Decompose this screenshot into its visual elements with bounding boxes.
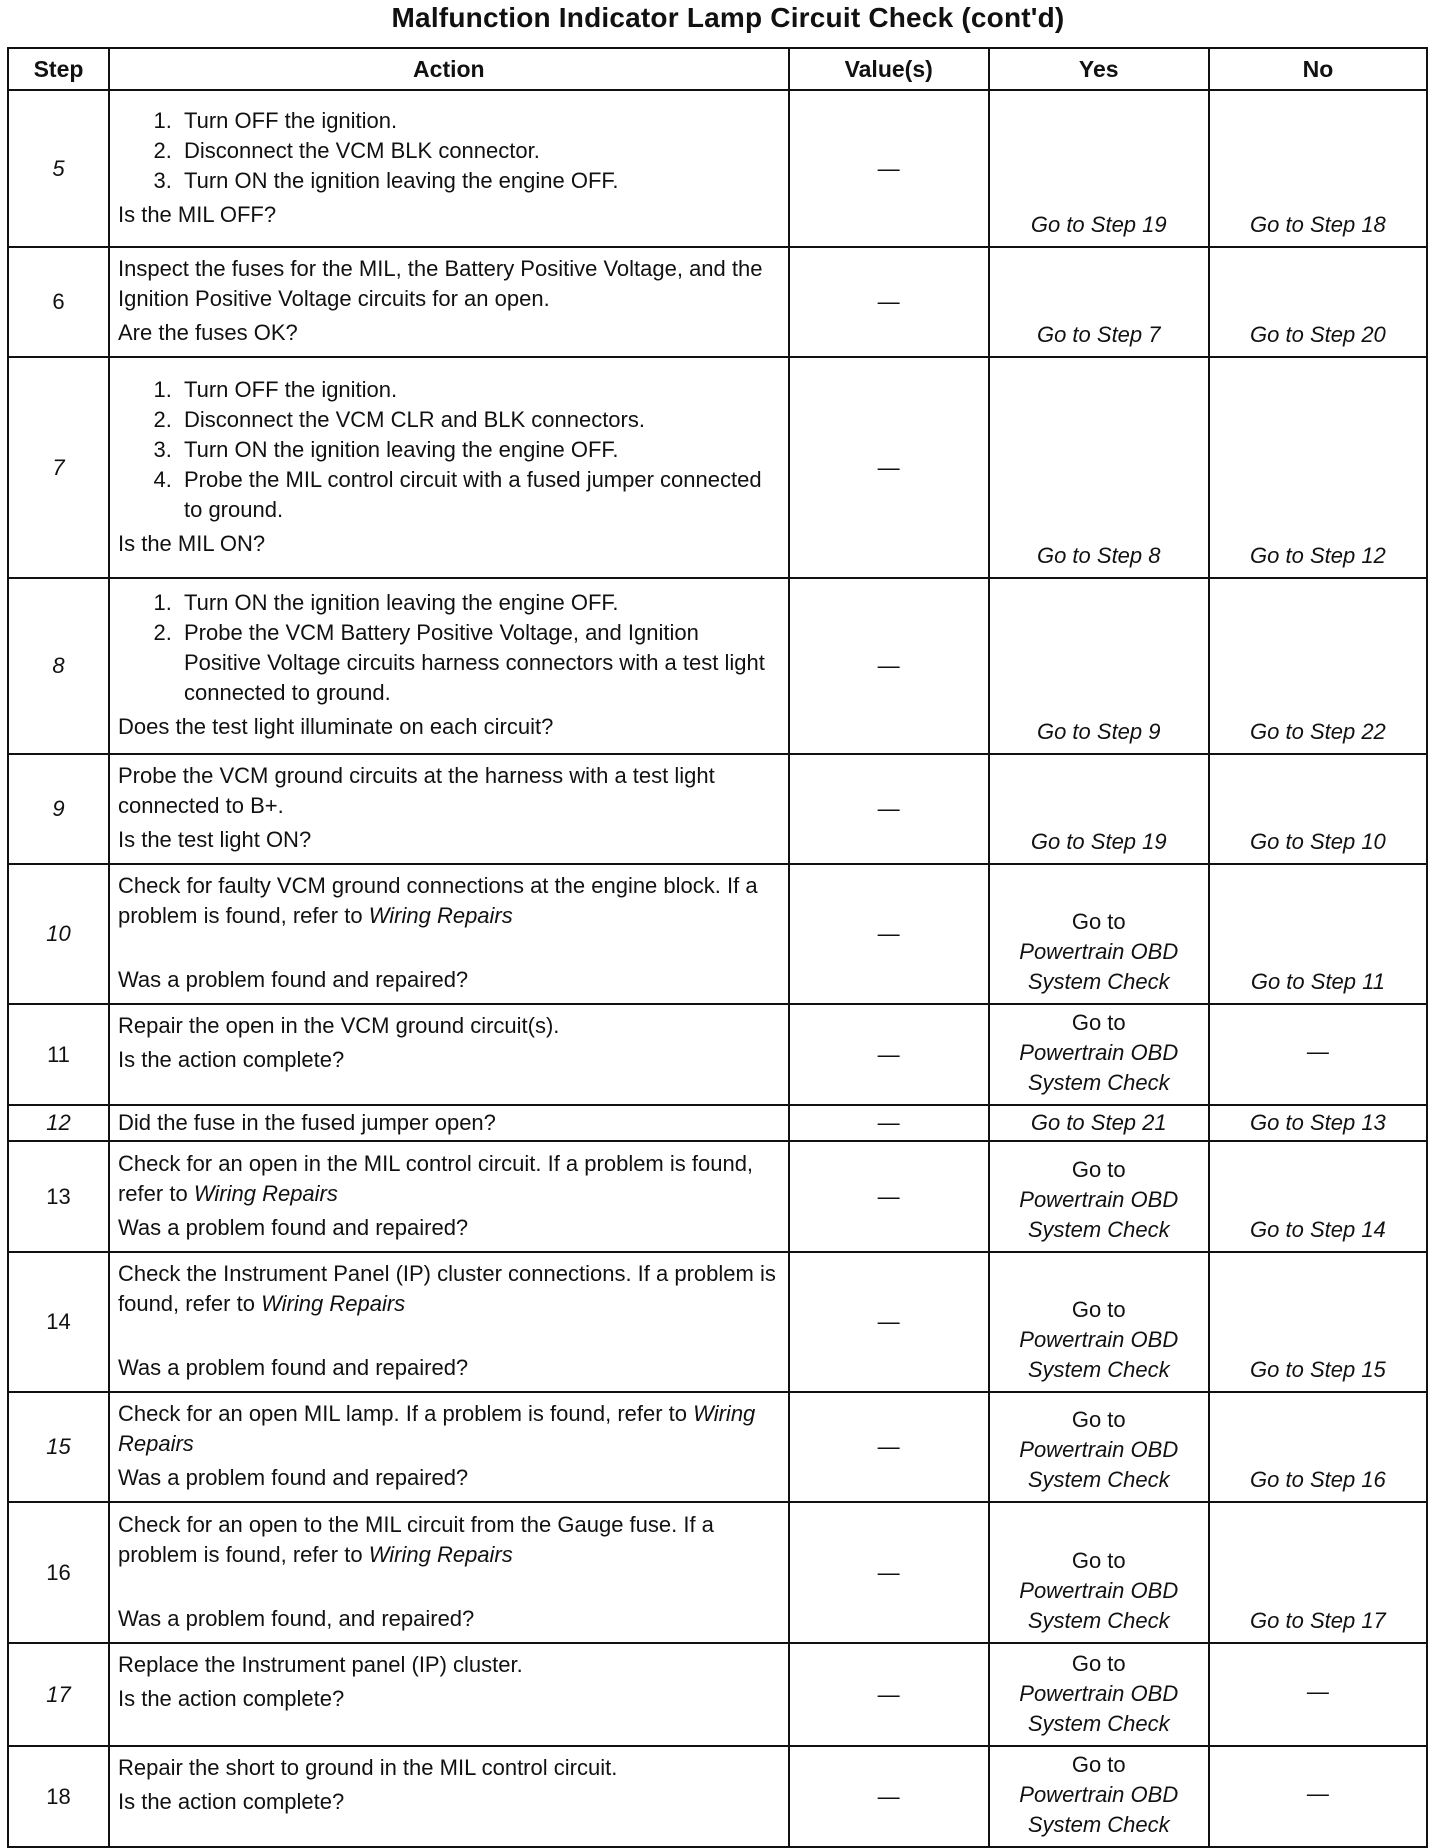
no-cell: — (1209, 1746, 1427, 1847)
goto-line: Go to (1071, 1752, 1126, 1777)
no-cell: — (1209, 1643, 1427, 1746)
table-row (8, 864, 1427, 1004)
goto-line: Go to (1071, 1407, 1126, 1432)
action-cell (109, 247, 789, 357)
step-number: 10 (8, 864, 109, 1004)
action-cell (109, 578, 789, 754)
value-cell: — (789, 1004, 989, 1105)
value-cell: — (789, 1392, 989, 1502)
value-cell: — (789, 1643, 989, 1746)
value-cell: — (789, 1502, 989, 1643)
table-row (8, 1004, 1427, 1105)
table-row (8, 1141, 1427, 1252)
action-text: Check for an open MIL lamp. If a problem is found, refer to (117, 1401, 688, 1426)
table-row (8, 1392, 1427, 1502)
goto-line: Powertrain OBD (1019, 1578, 1179, 1603)
no-cell: Go to Step 17 (1209, 1502, 1427, 1643)
action-cell (109, 864, 789, 1004)
no-cell: Go to Step 11 (1209, 864, 1427, 1004)
step-number: 12 (8, 1105, 109, 1141)
action-cell (109, 1004, 789, 1105)
yes-cell (989, 1392, 1209, 1502)
no-cell: Go to Step 15 (1209, 1252, 1427, 1392)
step-number: 5 (8, 90, 109, 247)
goto-line: System Check (1027, 1711, 1170, 1736)
action-text: Check for faulty VCM ground connections at the engine block. If a problem is found, refer to (117, 873, 758, 928)
goto-line: Powertrain OBD (1019, 1437, 1179, 1462)
value-cell: — (789, 1252, 989, 1392)
table-row (8, 1105, 1427, 1141)
goto-line: System Check (1027, 1217, 1170, 1242)
action-item: 2. Disconnect the VCM BLK connector. (178, 136, 780, 166)
value-cell: — (789, 247, 989, 357)
no-cell: Go to Step 13 (1209, 1105, 1427, 1141)
action-question: Is the action complete? (117, 1047, 345, 1072)
action-question: Was a problem found, and repaired? (117, 1605, 475, 1631)
action-question: Was a problem found and repaired? (117, 1355, 469, 1380)
yes-cell (989, 1643, 1209, 1746)
goto-line: System Check (1027, 1070, 1170, 1095)
yes-cell: Go to Step 9 (989, 578, 1209, 754)
goto-line: Go to (1071, 1651, 1126, 1676)
action-question: Did the fuse in the fused jumper open? (117, 1110, 496, 1135)
wiring-repairs-ref: Wiring Repairs (261, 1291, 406, 1316)
yes-cell (989, 1252, 1209, 1392)
wiring-repairs-ref: Wiring Repairs (193, 1180, 338, 1206)
step-number: 16 (8, 1502, 109, 1643)
value-cell: — (789, 90, 989, 247)
no-cell: Go to Step 12 (1209, 357, 1427, 578)
header-action: Action (109, 48, 789, 90)
wiring-repairs-ref: Wiring Repairs (117, 1401, 756, 1456)
action-question: Was a problem found and repaired? (117, 1465, 469, 1490)
yes-cell (989, 864, 1209, 1004)
step-number: 14 (8, 1252, 109, 1392)
goto-line: Powertrain OBD (1019, 1327, 1179, 1352)
header-yes: Yes (989, 48, 1209, 90)
action-cell (109, 1392, 789, 1502)
action-cell (109, 1105, 789, 1141)
step-number: 9 (8, 754, 109, 864)
action-cell (109, 357, 789, 578)
no-cell: Go to Step 18 (1209, 90, 1427, 247)
yes-cell: Go to Step 8 (989, 357, 1209, 578)
wiring-repairs-ref: Wiring Repairs (368, 1541, 513, 1567)
action-item: 2. Disconnect the VCM CLR and BLK connectors. (178, 405, 780, 435)
table-row (8, 1252, 1427, 1392)
header-row (8, 48, 1427, 90)
yes-cell: Go to Step 19 (989, 754, 1209, 864)
action-question: Was a problem found and repaired? (117, 1214, 469, 1240)
step-number: 7 (8, 357, 109, 578)
page-title: Malfunction Indicator Lamp Circuit Check (cont'd) (391, 2, 1065, 33)
step-number: 17 (8, 1643, 109, 1746)
action-question: Is the MIL ON? (117, 530, 266, 556)
goto-line: Powertrain OBD (1019, 1782, 1179, 1807)
action-item: 4. Probe the MIL control circuit with a fused jumper connected to ground. (178, 465, 780, 525)
goto-line: Powertrain OBD (1019, 1040, 1179, 1065)
table-row (8, 90, 1427, 247)
action-text: Repair the short to ground in the MIL control circuit. (117, 1755, 618, 1780)
action-text: Check for an open in the MIL control circuit. If a problem is found, refer to (117, 1150, 754, 1206)
action-cell (109, 1746, 789, 1847)
yes-cell (989, 1746, 1209, 1847)
value-cell: — (789, 578, 989, 754)
goto-line: Go to (1071, 1010, 1126, 1035)
step-number: 6 (8, 247, 109, 357)
action-question: Was a problem found and repaired? (117, 967, 469, 992)
goto-line: Go to (1071, 1297, 1126, 1322)
table-row (8, 1502, 1427, 1643)
goto-line: Go to (1071, 909, 1126, 934)
action-question: Is the action complete? (117, 1686, 345, 1711)
header-step: Step (8, 48, 109, 90)
action-question: Is the MIL OFF? (117, 201, 277, 227)
goto-line: Go to (1071, 1548, 1126, 1573)
header-no: No (1209, 48, 1427, 90)
action-item: 1. Turn ON the ignition leaving the engine OFF. (178, 588, 780, 618)
no-cell: Go to Step 20 (1209, 247, 1427, 357)
action-cell (109, 90, 789, 247)
action-text: Replace the Instrument panel (IP) cluster. (117, 1652, 523, 1677)
action-text: Check for an open to the MIL circuit from the Gauge fuse. If a problem is found, refer to (117, 1511, 714, 1567)
yes-cell (989, 1141, 1209, 1252)
yes-cell: Go to Step 19 (989, 90, 1209, 247)
table-row (8, 1643, 1427, 1746)
action-item: 1. Turn OFF the ignition. (178, 375, 780, 405)
goto-line: System Check (1027, 1357, 1170, 1382)
step-number: 8 (8, 578, 109, 754)
goto-line: Powertrain OBD (1019, 1187, 1179, 1212)
no-cell: Go to Step 16 (1209, 1392, 1427, 1502)
action-cell (109, 1252, 789, 1392)
action-question: Are the fuses OK? (117, 320, 298, 345)
step-number: 13 (8, 1141, 109, 1252)
value-cell: — (789, 864, 989, 1004)
header-values: Value(s) (789, 48, 989, 90)
value-cell: — (789, 1746, 989, 1847)
no-cell: — (1209, 1004, 1427, 1105)
table-row (8, 357, 1427, 578)
action-question: Does the test light illuminate on each circuit? (117, 714, 554, 739)
action-question: Is the action complete? (117, 1789, 345, 1814)
table-row (8, 1746, 1427, 1847)
step-number: 15 (8, 1392, 109, 1502)
no-cell: Go to Step 14 (1209, 1141, 1427, 1252)
step-number: 11 (8, 1004, 109, 1105)
goto-line: System Check (1027, 1608, 1170, 1633)
action-item: 3. Turn ON the ignition leaving the engine OFF. (178, 166, 780, 196)
goto-line: Go to (1071, 1157, 1126, 1182)
action-cell (109, 1141, 789, 1252)
table-row (8, 578, 1427, 754)
goto-line: System Check (1027, 969, 1170, 994)
diagnostic-table (7, 47, 1428, 1848)
step-number: 18 (8, 1746, 109, 1847)
yes-cell (989, 1502, 1209, 1643)
action-cell (109, 1643, 789, 1746)
value-cell: — (789, 1141, 989, 1252)
value-cell: — (789, 357, 989, 578)
goto-line: Powertrain OBD (1019, 939, 1179, 964)
yes-cell: Go to Step 21 (989, 1105, 1209, 1141)
value-cell: — (789, 754, 989, 864)
action-text: Check the Instrument Panel (IP) cluster connections. If a problem is found, refer to (117, 1261, 776, 1316)
action-cell (109, 1502, 789, 1643)
action-item: 1. Turn OFF the ignition. (178, 106, 780, 136)
action-text: Probe the VCM ground circuits at the harness with a test light connected to B+. (117, 763, 715, 818)
action-question: Is the test light ON? (117, 827, 312, 852)
table-row (8, 754, 1427, 864)
no-cell: Go to Step 22 (1209, 578, 1427, 754)
action-text: Repair the open in the VCM ground circuit(s). (117, 1013, 560, 1038)
action-item: 3. Turn ON the ignition leaving the engine OFF. (178, 435, 780, 465)
wiring-repairs-ref: Wiring Repairs (368, 903, 513, 928)
no-cell: Go to Step 10 (1209, 754, 1427, 864)
table-row (8, 247, 1427, 357)
goto-line: Powertrain OBD (1019, 1681, 1179, 1706)
yes-cell: Go to Step 7 (989, 247, 1209, 357)
goto-line: System Check (1027, 1812, 1170, 1837)
action-cell (109, 754, 789, 864)
action-item: 2. Probe the VCM Battery Positive Voltage, and Ignition Positive Voltage circuits harness connectors with a test light connected to ground. (178, 618, 780, 708)
value-cell: — (789, 1105, 989, 1141)
action-text: Inspect the fuses for the MIL, the Battery Positive Voltage, and the Ignition Positive Voltage circuits for an open. (117, 256, 763, 311)
goto-line: System Check (1027, 1467, 1170, 1492)
yes-cell (989, 1004, 1209, 1105)
